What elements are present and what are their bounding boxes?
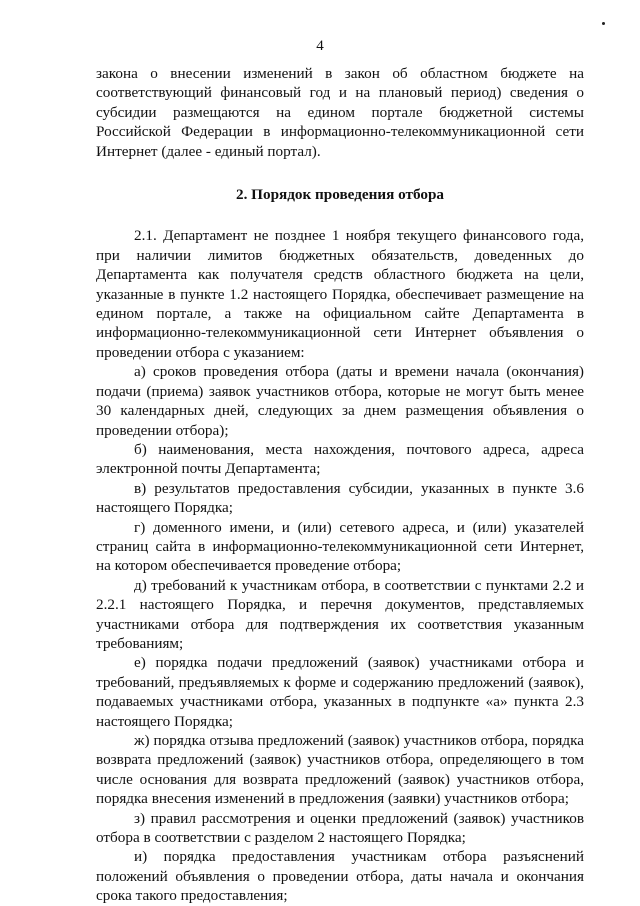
list-item-z: з) правил рассмотрения и оценки предложений (заявок) участников отбора в соответствии с разделом 2 настоящего Порядка; <box>96 809 584 847</box>
list-item-v: в) результатов предоставления субсидии, указанных в пункте 3.6 настоящего Порядка; <box>96 479 584 517</box>
list-item-a: а) сроков проведения отбора (даты и времени начала (окончания) подачи (приема) заявок участников отбора, которые не могут быть менее 30 календарных дней, следующих за днем размещения объявления о проведении отбора); <box>96 363 584 439</box>
list-item-e: е) порядка подачи предложений (заявок) участниками отбора и требований, предъявляемых к форме и содержанию предложений (заявок), подаваемых участниками отбора, указанных в подпункте «а» пункта 2.3 настоящего Порядка; <box>96 654 584 730</box>
document-body <box>96 64 584 906</box>
paragraph-2-1: 2.1. Департамент не позднее 1 ноября текущего финансового года, при наличии лимитов бюджетных обязательств, доведенных до Департамента как получателя средств областного бюджета на цели, указанные в пункте 1.2 настоящего Порядка, обеспечивает размещение на едином портале, а также на официальном сайте Департамента в информационно-телекоммуникационной сети Интернет объявления о проведении отбора с указанием: <box>96 227 584 361</box>
intro-paragraph: закона о внесении изменений в закон об областном бюджете на соответствующий финансовый год и на плановый период) сведения о субсидии размещаются на едином портале бюджетной системы Российской Федерации в информационно-телекоммуникационной сети Интернет (далее - единый портал). <box>96 65 584 160</box>
list-item-zh: ж) порядка отзыва предложений (заявок) участников отбора, порядка возврата предложений (заявок) участников отбора, определяющего в том числе основания для возврата предложений (заявок) участников отбора, порядка внесения изменений в предложения (заявки) участников отбора; <box>96 732 584 808</box>
scan-mark <box>602 22 605 25</box>
list-item-g: г) доменного имени, и (или) сетевого адреса, и (или) указателей страниц сайта в информационно-телекоммуникационной сети Интернет, на котором обеспечивается проведение отбора; <box>96 518 584 575</box>
list-item-b: б) наименования, места нахождения, почтового адреса, адреса электронной почты Департамента; <box>96 440 584 478</box>
list-item-i: и) порядка предоставления участникам отбора разъяснений положений объявления о проведении отбора, даты начала и окончания срока такого предоставления; <box>96 848 584 905</box>
list-item-d: д) требований к участникам отбора, в соответствии с пунктами 2.2 и 2.2.1 настоящего Порядка, и перечня документов, представляемых участниками отбора для подтверждения их соответствия указанным требованиям; <box>96 576 584 652</box>
page-number: 4 <box>316 38 324 54</box>
section-heading: 2. Порядок проведения отбора <box>235 186 445 204</box>
